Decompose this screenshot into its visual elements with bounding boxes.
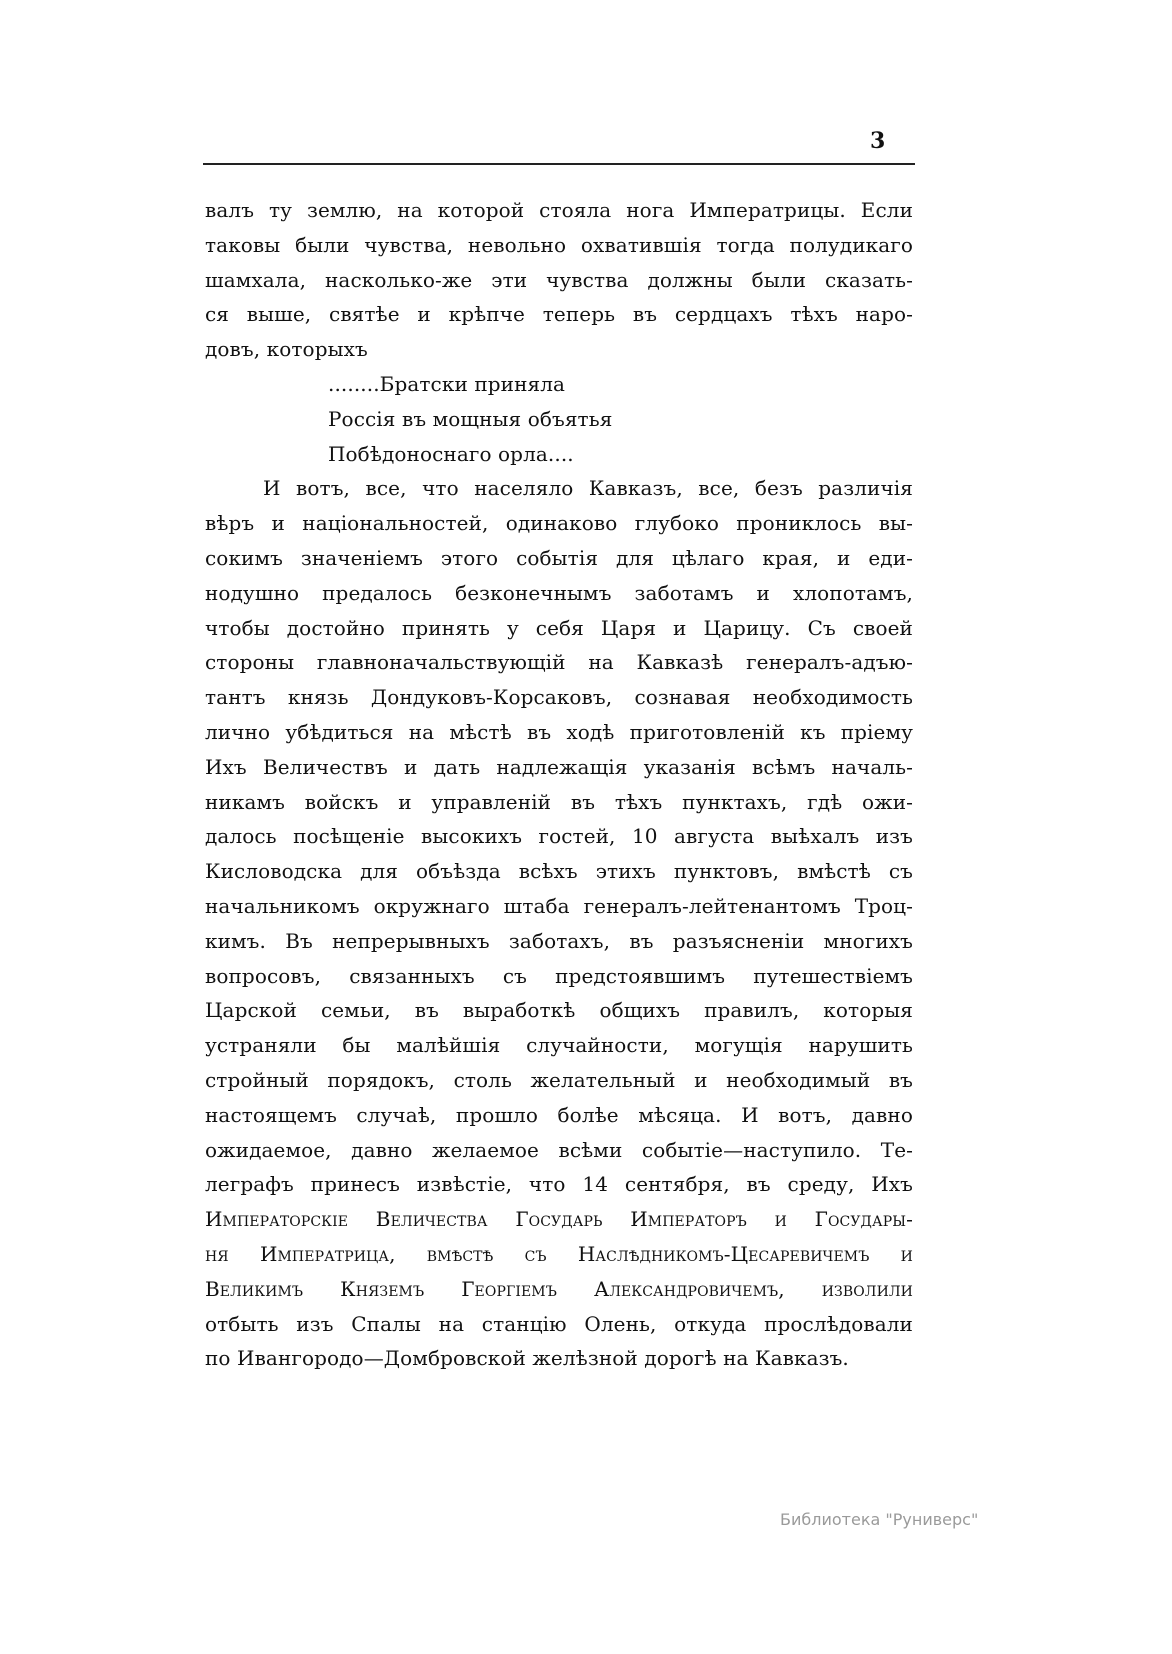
text-line: тантъ князь Дондуковъ-Корсаковъ, сознавая необходимость <box>205 685 913 710</box>
text-line: вѣръ и національностей, одинаково глубоко прониклось вы- <box>205 511 913 536</box>
text-line: далось посѣщеніе высокихъ гостей, 10 августа выѣхалъ изъ <box>205 824 913 849</box>
text-line: ........Братски приняла <box>328 371 566 396</box>
text-line: Великимъ Княземъ Георгіемъ Александровичемъ, изволили <box>205 1276 913 1301</box>
text-line: по Ивангородо—Домбровской желѣзной дорогѣ на Кавказъ. <box>205 1346 849 1371</box>
text-line: Кисловодска для объѣзда всѣхъ этихъ пунктовъ, вмѣстѣ съ <box>205 859 913 884</box>
text-line: довъ, которыхъ <box>205 337 368 362</box>
main-paragraph <box>205 471 913 1376</box>
text-line: таковы были чувства, невольно охватившія тогда полудикаго <box>205 232 913 257</box>
text-line: стройный порядокъ, столь желательный и необходимый въ <box>205 1067 913 1092</box>
text-line: леграфъ принесъ извѣстіе, что 14 сентября, въ среду, Ихъ <box>205 1172 913 1197</box>
text-line: Побѣдоноснаго орла.... <box>328 441 574 466</box>
header-rule <box>203 163 915 165</box>
text-line: стороны главноначальствующій на Кавказѣ генералъ-адъю- <box>205 650 913 675</box>
text-line: устраняли бы малѣйшія случайности, могущія нарушить <box>205 1033 913 1058</box>
text-line: нодушно предалось безконечнымъ заботамъ и хлопотамъ, <box>205 580 913 605</box>
text-line: ня Императрица, вмѣстѣ съ Наслѣдникомъ-Цесаревичемъ и <box>205 1241 913 1266</box>
text-line: Ихъ Величествъ и дать надлежащія указанія всѣмъ началь- <box>205 754 913 779</box>
text-line: Россія въ мощныя объятья <box>328 406 613 431</box>
text-line: шамхала, насколько-же эти чувства должны были сказать- <box>205 267 913 292</box>
text-line: сокимъ значеніемъ этого событія для цѣлаго края, и еди- <box>205 545 913 570</box>
text-line: лично убѣдиться на мѣстѣ въ ходѣ приготовленій къ пріему <box>205 719 913 744</box>
text-line: ся выше, святѣе и крѣпче теперь въ сердцахъ тѣхъ наро- <box>205 302 913 327</box>
page-number: 3 <box>870 128 886 154</box>
verse-quote <box>205 367 913 471</box>
text-line: кимъ. Въ непрерывныхъ заботахъ, въ разъясненіи многихъ <box>205 928 913 953</box>
text-line: чтобы достойно принять у себя Царя и Царицу. Съ своей <box>205 615 913 640</box>
text-line: отбыть изъ Спалы на станцію Олень, откуда прослѣдовали <box>205 1311 913 1336</box>
text-line: Императорскіе Величества Государь Императоръ и Государы- <box>205 1207 913 1232</box>
text-line: Царской семьи, въ выработкѣ общихъ правилъ, которыя <box>205 998 913 1023</box>
library-watermark: Библиотека "Руниверс" <box>780 1510 979 1529</box>
text-line: И вотъ, все, что населяло Кавказъ, все, безъ различія <box>263 476 913 501</box>
text-line: ожидаемое, давно желаемое всѣми событіе—наступило. Те- <box>205 1137 913 1162</box>
text-line: начальникомъ окружнаго штаба генералъ-лейтенантомъ Троц- <box>205 893 913 918</box>
text-line: валъ ту землю, на которой стояла нога Императрицы. Если <box>205 198 913 222</box>
text-line: настоящемъ случаѣ, прошло болѣе мѣсяца. И вотъ, давно <box>205 1102 913 1127</box>
intro-paragraph <box>205 193 913 367</box>
text-line: вопросовъ, связанныхъ съ предстоявшимъ путешествіемъ <box>205 963 913 988</box>
text-line: никамъ войскъ и управленій въ тѣхъ пунктахъ, гдѣ ожи- <box>205 789 913 814</box>
page-body <box>205 193 913 1376</box>
